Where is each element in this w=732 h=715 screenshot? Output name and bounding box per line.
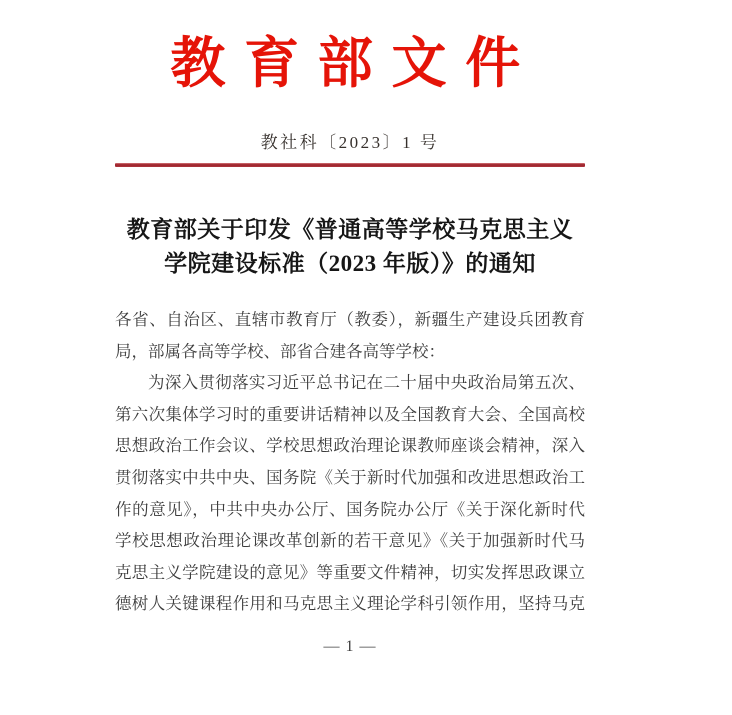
- page-number: — 1 —: [323, 637, 377, 655]
- body-line: 第六次集体学习时的重要讲话精神以及全国教育大会、全国高校: [115, 404, 585, 424]
- agency-header: 教育部文件: [170, 33, 539, 94]
- body-line: 克思主义学院建设的意见》等重要文件精神，切实发挥思政课立: [115, 562, 585, 582]
- body-line: 贯彻落实中共中央、国务院《关于新时代加强和改进思想政治工: [115, 467, 585, 487]
- document-content-column: [115, 0, 585, 658]
- notice-title: [115, 213, 585, 281]
- body-line: 各省、自治区、直辖市教育厅（教委），新疆生产建设兵团教育: [115, 310, 585, 329]
- body-line: 德树人关键课程作用和马克思主义理论学科引领作用，坚持马克: [115, 594, 585, 614]
- body-line: 作的意见》，中共中央办公厅、国务院办公厅《关于深化新时代: [115, 499, 585, 519]
- body-line: 局，部属各高等学校、部省合建各高等学校：: [115, 341, 445, 361]
- document-number: 教社科〔2023〕1 号: [260, 133, 440, 152]
- notice-title-line-2: 学院建设标准（2023 年版）》的通知: [164, 251, 536, 276]
- red-divider-line: [115, 163, 585, 167]
- body-line: 思想政治工作会议、学校思想政治理论课教师座谈会精神，深入: [115, 436, 585, 456]
- body-line: 学校思想政治理论课改革创新的若干意见》《关于加强新时代马: [115, 531, 585, 551]
- notice-title-line-1: 教育部关于印发《普通高等学校马克思主义: [126, 217, 574, 242]
- document-body: [115, 304, 585, 620]
- body-line: 为深入贯彻落实习近平总书记在二十届中央政治局第五次、: [148, 373, 585, 393]
